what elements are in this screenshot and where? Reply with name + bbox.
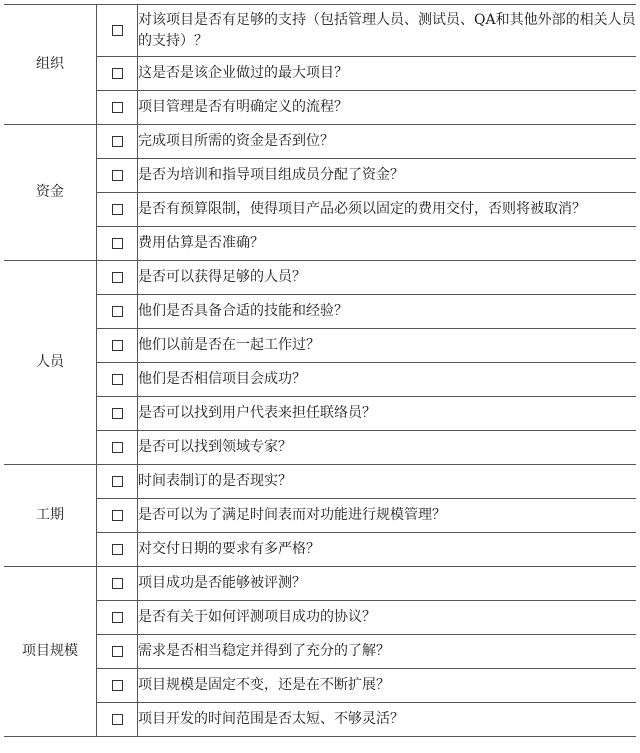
checkbox-cell[interactable] xyxy=(97,261,138,295)
question-text: 项目规模是固定不变，还是在不断扩展？ xyxy=(138,669,637,703)
checkbox-cell[interactable] xyxy=(97,329,138,363)
checkbox-cell[interactable] xyxy=(97,397,138,431)
checkbox[interactable] xyxy=(112,646,123,657)
checkbox[interactable] xyxy=(112,306,123,317)
checklist-row xyxy=(4,635,636,669)
checklist-row xyxy=(4,567,636,601)
question-text: 是否有预算限制，使得项目产品必须以固定的费用交付，否则将被取消？ xyxy=(138,193,637,227)
checkbox-cell[interactable] xyxy=(97,567,138,601)
question-text: 是否有关于如何评测项目成功的协议？ xyxy=(138,601,637,635)
question-text: 时间表制订的是否现实？ xyxy=(138,465,637,499)
risk-checklist-table xyxy=(4,4,636,737)
question-text: 是否可以为了满足时间表而对功能进行规模管理？ xyxy=(138,499,637,533)
checkbox-cell[interactable] xyxy=(97,601,138,635)
question-text: 对该项目是否有足够的支持（包括管理人员、测试员、QA和其他外部的相关人员的支持）？ xyxy=(138,5,637,57)
checkbox-cell[interactable] xyxy=(97,57,138,91)
checkbox-cell[interactable] xyxy=(97,703,138,737)
checklist-row xyxy=(4,329,636,363)
checklist-row xyxy=(4,703,636,737)
checklist-row xyxy=(4,57,636,91)
checkbox-cell[interactable] xyxy=(97,159,138,193)
checklist-row xyxy=(4,363,636,397)
checkbox[interactable] xyxy=(112,340,123,351)
question-text: 项目管理是否有明确定义的流程？ xyxy=(138,91,637,125)
checkbox[interactable] xyxy=(112,374,123,385)
checkbox-cell[interactable] xyxy=(97,431,138,465)
checklist-row xyxy=(4,601,636,635)
question-text: 他们是否相信项目会成功？ xyxy=(138,363,637,397)
checkbox[interactable] xyxy=(112,680,123,691)
checklist-row xyxy=(4,193,636,227)
question-text: 完成项目所需的资金是否到位？ xyxy=(138,125,637,159)
checklist-row xyxy=(4,295,636,329)
category-organization: 组织 xyxy=(4,5,97,125)
checklist-row xyxy=(4,533,636,567)
checkbox-cell[interactable] xyxy=(97,635,138,669)
question-text: 他们以前是否在一起工作过？ xyxy=(138,329,637,363)
checklist-row xyxy=(4,431,636,465)
checkbox[interactable] xyxy=(112,238,123,249)
checklist-row xyxy=(4,261,636,295)
question-text: 是否可以找到用户代表来担任联络员？ xyxy=(138,397,637,431)
checkbox-cell[interactable] xyxy=(97,5,138,57)
question-text: 这是否是该企业做过的最大项目？ xyxy=(138,57,637,91)
question-text: 是否为培训和指导项目组成员分配了资金？ xyxy=(138,159,637,193)
checkbox[interactable] xyxy=(112,170,123,181)
checklist-row xyxy=(4,125,636,159)
checklist-row xyxy=(4,499,636,533)
checkbox-cell[interactable] xyxy=(97,363,138,397)
checkbox[interactable] xyxy=(112,442,123,453)
checkbox[interactable] xyxy=(112,136,123,147)
checklist-row xyxy=(4,465,636,499)
question-text: 他们是否具备合适的技能和经验？ xyxy=(138,295,637,329)
checkbox-cell[interactable] xyxy=(97,499,138,533)
checkbox-cell[interactable] xyxy=(97,125,138,159)
checkbox-cell[interactable] xyxy=(97,295,138,329)
checkbox-cell[interactable] xyxy=(97,91,138,125)
question-text: 是否可以找到领域专家？ xyxy=(138,431,637,465)
question-text: 项目成功是否能够被评测？ xyxy=(138,567,637,601)
checklist-row xyxy=(4,91,636,125)
checklist-body xyxy=(4,5,636,737)
question-text: 费用估算是否准确？ xyxy=(138,227,637,261)
checkbox[interactable] xyxy=(112,476,123,487)
question-text: 项目开发的时间范围是否太短、不够灵活？ xyxy=(138,703,637,737)
checkbox[interactable] xyxy=(112,578,123,589)
checkbox-cell[interactable] xyxy=(97,193,138,227)
category-project-scope: 项目规模 xyxy=(4,567,97,737)
checkbox-cell[interactable] xyxy=(97,465,138,499)
checkbox[interactable] xyxy=(112,544,123,555)
checklist-row xyxy=(4,397,636,431)
checkbox[interactable] xyxy=(112,25,123,36)
checkbox[interactable] xyxy=(112,510,123,521)
checklist-row xyxy=(4,227,636,261)
checklist-row xyxy=(4,159,636,193)
checkbox-cell[interactable] xyxy=(97,227,138,261)
checkbox[interactable] xyxy=(112,272,123,283)
checklist-row xyxy=(4,5,636,57)
checkbox-cell[interactable] xyxy=(97,533,138,567)
checkbox[interactable] xyxy=(112,408,123,419)
category-staffing: 人员 xyxy=(4,261,97,465)
question-text: 是否可以获得足够的人员？ xyxy=(138,261,637,295)
checkbox[interactable] xyxy=(112,204,123,215)
question-text: 对交付日期的要求有多严格？ xyxy=(138,533,637,567)
checkbox[interactable] xyxy=(112,612,123,623)
question-text: 需求是否相当稳定并得到了充分的了解？ xyxy=(138,635,637,669)
checklist-row xyxy=(4,669,636,703)
checkbox-cell[interactable] xyxy=(97,669,138,703)
checkbox[interactable] xyxy=(112,68,123,79)
checkbox[interactable] xyxy=(112,714,123,725)
category-funding: 资金 xyxy=(4,125,97,261)
checkbox[interactable] xyxy=(112,102,123,113)
category-schedule: 工期 xyxy=(4,465,97,567)
